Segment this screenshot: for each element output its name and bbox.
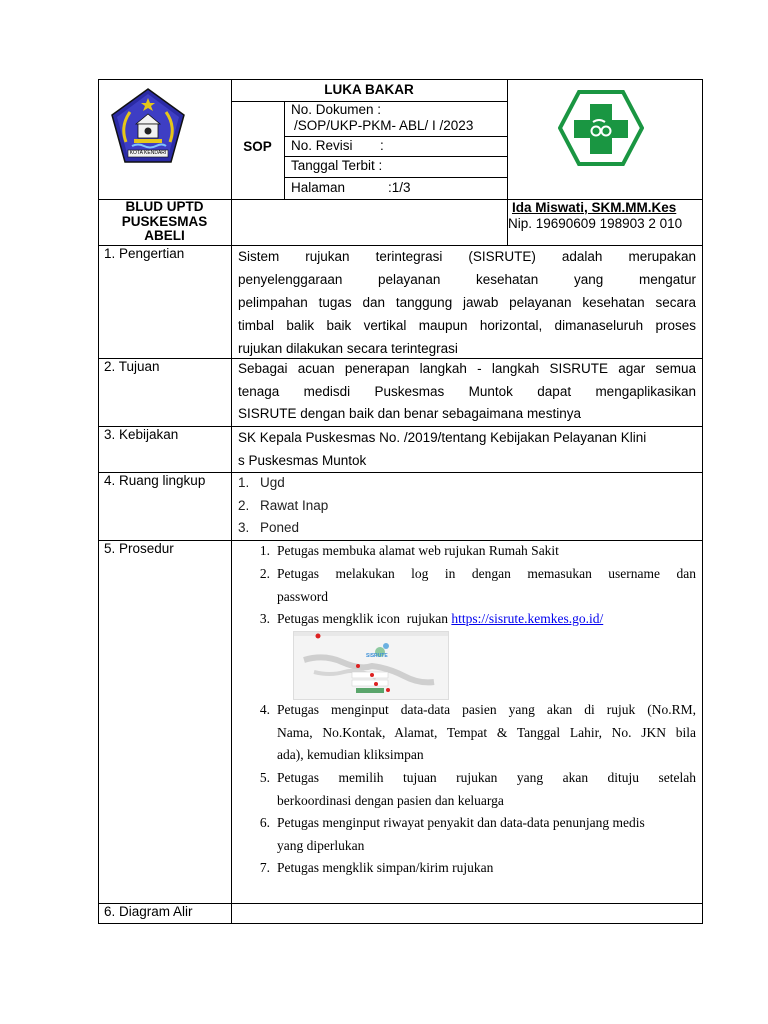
logo-banner-text: KOTA KENDARI	[129, 150, 167, 156]
pengertian-line-4: timbal balik baik vertikal maupun horizontal, dimanaseluruh proses	[238, 318, 696, 333]
list-item: 3. Poned	[238, 520, 300, 535]
page-value: :1/3	[388, 180, 411, 195]
tujuan-line-2: tenaga medisdi Puskesmas Muntok dapat mengaplikasikan	[238, 383, 696, 399]
kota-kendari-logo	[108, 86, 188, 166]
tujuan-text	[238, 358, 696, 426]
sisrute-screenshot	[293, 631, 449, 700]
tujuan-line-3: SISRUTE dengan baik dan benar sebagaimana mestinya	[238, 406, 581, 421]
revision-colon: :	[380, 138, 384, 153]
signer-name: Ida Miswati, SKM.MM.Kes	[512, 200, 677, 215]
document-title: LUKA BAKAR	[324, 82, 414, 97]
kebijakan-line-1: SK Kepala Puskesmas No. /2019/tentang Kebijakan Pelayanan Klini	[238, 430, 647, 445]
revision-label: No. Revisi	[291, 138, 353, 153]
prosedur-step-4: 4. Petugas menginput data-data pasien yang akan di rujuk (No.RM, Nama, No.Kontak, Alamat, Tempat & Tanggal Lahir, No. JKN bila ada), kemudian kliksimpan	[259, 702, 696, 762]
list-item: 2. Rawat Inap	[238, 497, 329, 513]
section-label-kebijakan: 3. Kebijakan	[104, 427, 179, 442]
prosedur-step-2: 2. Petugas melakukan log in dengan memasukan username dan password	[259, 566, 696, 604]
puskesmas-logo	[558, 90, 644, 166]
page-label: Halaman	[291, 180, 346, 195]
sop-label: SOP	[243, 139, 272, 154]
issue-date-label: Tanggal Terbit :	[291, 158, 383, 173]
pengertian-line-2: penyelenggaraan pelayanan kesehatan yang mengatur	[238, 272, 696, 287]
section-label-ruang-lingkup: 4. Ruang lingkup	[104, 473, 206, 488]
prosedur-step-6: 6. Petugas menginput riwayat penyakit dan data-data penunjang medis yang diperlukan	[259, 815, 645, 853]
doc-number-label: No. Dokumen :	[291, 102, 382, 117]
signer-nip: Nip. 19690609 198903 2 010	[508, 216, 683, 231]
pengertian-line-5: rujukan dilakukan secara terintegrasi	[238, 341, 458, 356]
list-item: 1. Ugd	[238, 475, 285, 490]
kebijakan-text	[238, 427, 700, 472]
ruang-lingkup-list	[238, 472, 538, 540]
sisrute-link[interactable]: https://sisrute.kemkes.go.id/	[451, 611, 604, 626]
kebijakan-line-2: s Puskesmas Muntok	[238, 452, 367, 468]
pengertian-text	[238, 245, 696, 360]
prosedur-step-5: 5. Petugas memilih tujuan rujukan yang akan dituju setelah berkoordinasi dengan pasien dan keluarga	[259, 770, 696, 808]
pengertian-line-3: pelimpahan tugas dan tanggung jawab pelayanan kesehatan secara	[238, 295, 696, 310]
org-line-2: PUSKESMAS	[121, 213, 208, 229]
tujuan-line-1: Sebagai acuan penerapan langkah - langkah SISRUTE agar semua	[238, 361, 696, 376]
doc-number-value: /SOP/UKP-PKM- ABL/ I /2023	[294, 118, 474, 133]
section-label-pengertian: 1. Pengertian	[104, 246, 185, 261]
org-line-3: ABELI	[144, 228, 185, 243]
pengertian-line-1: Sistem rujukan terintegrasi (SISRUTE) adalah merupakan	[238, 249, 696, 264]
section-label-prosedur: 5. Prosedur	[104, 541, 174, 556]
section-label-tujuan: 2. Tujuan	[104, 359, 160, 374]
org-name	[98, 200, 231, 244]
screenshot-brand-text: SISRUTE	[366, 653, 388, 659]
org-line-1: BLUD UPTD	[125, 199, 204, 214]
section-label-diagram-alir: 6. Diagram Alir	[104, 904, 193, 919]
